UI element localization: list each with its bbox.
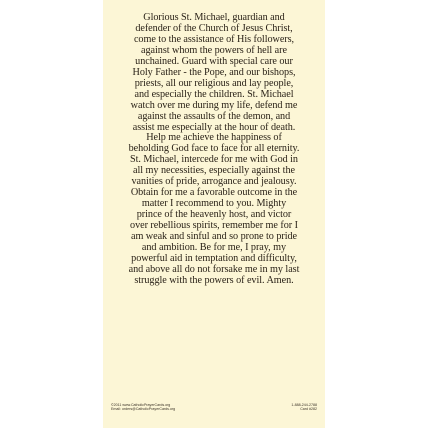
prayer-line: come to the assistance of His followers, bbox=[133, 33, 295, 45]
prayer-line: prince of the heavenly host, and victor bbox=[136, 209, 292, 221]
prayer-line: assist me especially at the hour of death. bbox=[132, 121, 296, 133]
prayer-line: beholding God face to face for all eternity. bbox=[128, 143, 300, 155]
footer-right bbox=[291, 403, 317, 411]
email-text: Email: orders@CatholicPrayerCards.org bbox=[111, 407, 176, 412]
prayer-line: am weak and sinful and so prone to pride bbox=[130, 231, 298, 243]
prayer-line: powerful aid in temptation and difficulty, bbox=[131, 252, 297, 264]
prayer-line: matter I recommend to you. Mighty bbox=[141, 198, 287, 210]
prayer-line: St. Michael, intercede for me with God in bbox=[130, 154, 298, 166]
prayer-line: all my necessities, especially against the bbox=[133, 165, 295, 177]
prayer-line: struggle with the powers of evil. Amen. bbox=[134, 274, 294, 286]
prayer-line: against whom the powers of hell are bbox=[141, 44, 287, 56]
prayer-line: priests, all our religious and lay people, bbox=[134, 77, 294, 89]
copyright-text: ©2011 www.CatholicPrayerCards.org bbox=[111, 403, 171, 407]
prayer-card bbox=[103, 0, 325, 428]
footer-left bbox=[111, 403, 175, 411]
prayer-line: defender of the Church of Jesus Christ, bbox=[135, 22, 293, 34]
prayer-line: against the assaults of the demon, and bbox=[137, 110, 291, 122]
prayer-line: Obtain for me a favorable outcome in the bbox=[130, 187, 298, 199]
prayer-line: watch over me during my life, defend me bbox=[130, 99, 298, 111]
prayer-line: Help me achieve the happiness of bbox=[146, 132, 282, 144]
prayer-line: Holy Father - the Pope, and our bishops, bbox=[132, 66, 296, 78]
prayer-line: vanities of pride, arrogance and jealousy. bbox=[131, 176, 297, 188]
phone-text: 1-888-244-2788 bbox=[291, 403, 317, 407]
prayer-line: Glorious St. Michael, guardian and bbox=[143, 12, 285, 23]
prayer-line: and ambition. Be for me, I pray, my bbox=[141, 242, 287, 254]
prayer-line: and above all do not forsake me in my last bbox=[128, 263, 300, 275]
card-number-text: Card #282 bbox=[300, 407, 317, 412]
prayer-line: and especially the children. St. Michael bbox=[134, 88, 294, 100]
prayer-line: over rebellious spirits, remember me for I bbox=[130, 220, 298, 232]
prayer-line: unchained. Guard with special care our bbox=[135, 55, 293, 67]
card-footer bbox=[103, 403, 325, 417]
prayer-text bbox=[103, 13, 325, 287]
